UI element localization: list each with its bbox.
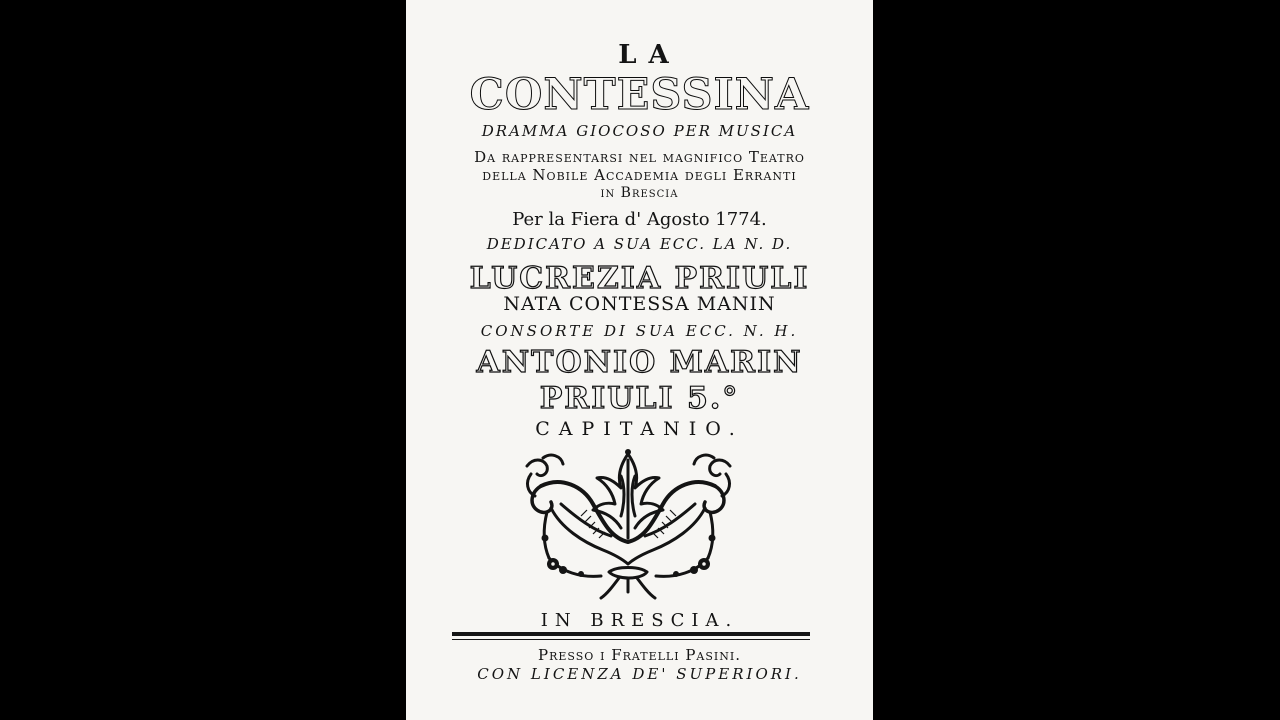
performance-line-2: della Nobile Accademia degli Erranti — [482, 166, 797, 184]
publisher-line: Presso i Fratelli Pasini. — [538, 646, 741, 664]
dedication-line: DEDICATO A SUA ECC. LA N. D. — [486, 235, 793, 253]
performance-line-1: Da rappresentarsi nel magnifico Teatro — [474, 148, 805, 166]
imprint-rule-thick — [452, 632, 810, 636]
opera-title: CONTESSINA — [469, 70, 810, 120]
cartouche-ornament-icon — [521, 446, 736, 604]
imprint-city: IN BRESCIA. — [540, 610, 739, 631]
imprint-rule-thin — [452, 639, 810, 640]
performance-line-3: in Brescia — [600, 185, 679, 201]
genre-line: DRAMMA GIOCOSO PER MUSICA — [481, 122, 798, 140]
consort-name: ANTONIO MARIN — [476, 345, 803, 380]
consort-line: CONSORTE DI SUA ECC. N. H. — [480, 322, 799, 340]
consort-surname: PRIULI 5.° — [539, 381, 740, 416]
license-line: CON LICENZA DE' SUPERIORI. — [477, 665, 802, 683]
title-article: LA — [618, 40, 681, 70]
consort-title: CAPITANIO. — [535, 418, 744, 440]
dedicatee-name: LUCREZIA PRIULI — [469, 261, 810, 296]
dedicatee-birth: NATA CONTESSA MANIN — [503, 293, 776, 315]
occasion-line: Per la Fiera d' Agosto 1774. — [512, 209, 767, 230]
title-page — [406, 0, 873, 720]
